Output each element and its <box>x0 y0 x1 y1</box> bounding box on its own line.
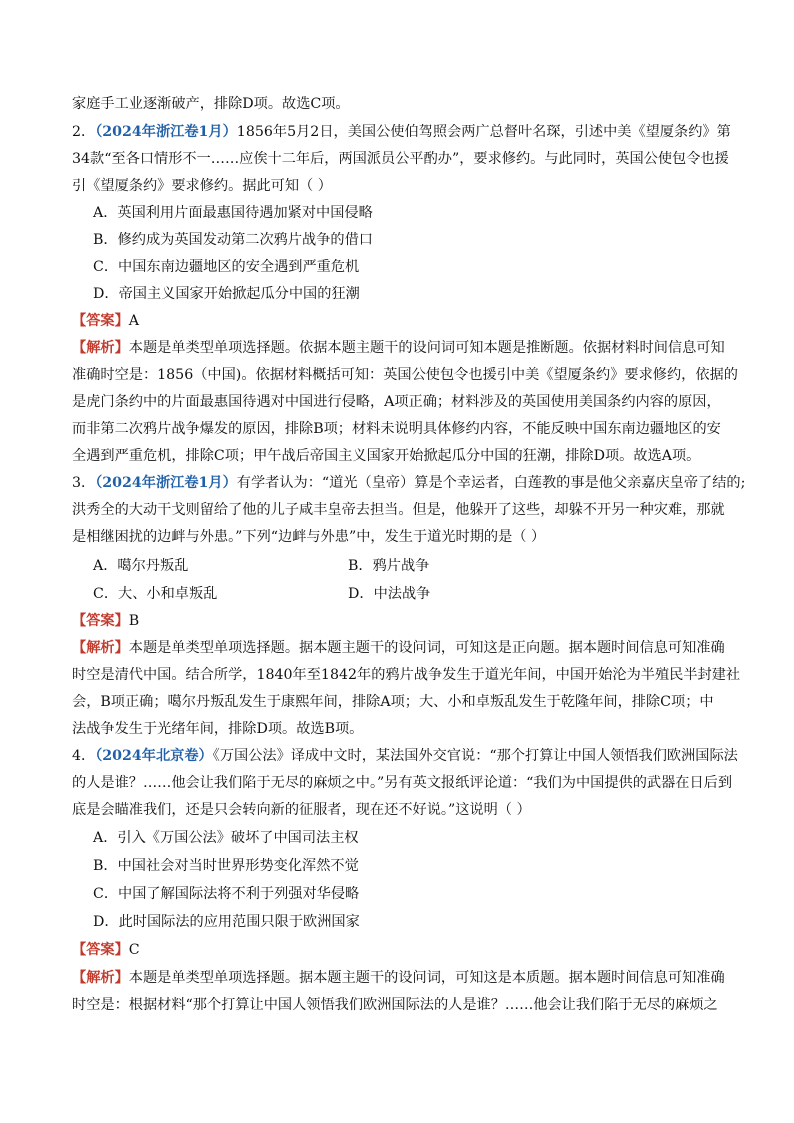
q3-stem-line-1 <box>72 473 745 493</box>
q3-analysis-tag: 【解析】 <box>72 640 129 656</box>
q2-analysis-line-2: 准确时空是：1856（中国)。依据材料概括可知：英国公使包令也援引中美《望厦条约》要求修约，依据的 <box>72 367 738 383</box>
q3-answer-tag: 【答案】 <box>72 613 129 629</box>
q3-stem-line-3: 是相继困扰的边衅与外患。”下列“边衅与外患”中，发生于道光时期的是（ ） <box>72 529 546 545</box>
q3-source: （2024年浙江卷1月） <box>95 475 237 491</box>
q2-stem-line-3: 引《望厦条约》要求修约。据此可知（ ） <box>72 178 332 194</box>
q2-option-d[interactable]: D．帝国主义国家开始掀起瓜分中国的狂潮 <box>93 286 360 302</box>
q4-option-c[interactable]: C．中国了解国际法将不利于列强对华侵略 <box>93 886 360 902</box>
q2-analysis-tag: 【解析】 <box>72 340 129 356</box>
q4-analysis-line-2: 时空是：根据材料“那个打算让中国人领悟我们欧洲国际法的人是谁？……他会让我们陷于无尽的麻烦之 <box>72 997 718 1013</box>
q4-analysis-line-1 <box>72 968 725 988</box>
q2-answer <box>72 311 139 331</box>
q3-answer-value: B <box>128 613 140 629</box>
q3-option-a[interactable]: A．噶尔丹叛乱 <box>93 558 189 574</box>
q4-analysis-text-1: 本题是单类型单项选择题。据本题主题干的设问词，可知这是本质题。据本题时间信息可知准确 <box>128 970 725 986</box>
q2-option-a[interactable]: A．英国利用片面最惠国待遇加紧对中国侵略 <box>93 205 373 221</box>
q3-stem-line-2: 洪秀全的大动干戈则留给了他的儿子咸丰皇帝去担当。但是，他躲开了这些，却躲不开另一种灾难，那就 <box>72 502 725 518</box>
q2-stem-line-1 <box>72 122 731 142</box>
q3-option-c[interactable]: C．大、小和卓叛乱 <box>93 586 218 602</box>
q2-source: （2024年浙江卷1月） <box>95 124 237 140</box>
q2-analysis-text-1: 本题是单类型单项选择题。依据本题主题干的设问词可知本题是推断题。依据材料时间信息可知 <box>128 340 725 356</box>
q3-option-d[interactable]: D．中法战争 <box>348 586 431 602</box>
q3-stem-text-1: 有学者认为：“道光（皇帝）算是个幸运者，白莲教的事是他父亲嘉庆皇帝了结的; <box>236 475 746 491</box>
q4-stem-text-1: 《万国公法》译成中文时，某法国外交官说：“那个打算让中国人领悟我们欧洲国际法 <box>212 748 738 764</box>
q2-answer-value: A <box>128 313 140 329</box>
q4-answer-tag: 【答案】 <box>72 942 129 958</box>
q3-option-b[interactable]: B．鸦片战争 <box>348 558 430 574</box>
q2-answer-tag: 【答案】 <box>72 313 129 329</box>
q4-option-a[interactable]: A．引入《万国公法》破坏了中国司法主权 <box>93 830 359 846</box>
q4-option-d[interactable]: D．此时国际法的应用范围只限于欧洲国家 <box>93 914 360 930</box>
q3-analysis-line-4: 法战争发生于光绪年间，排除D项。故选B项。 <box>72 721 364 737</box>
q3-analysis-text-1: 本题是单类型单项选择题。据本题主题干的设问词，可知这是正向题。据本题时间信息可知准确 <box>128 640 725 656</box>
q1-tail <box>72 94 350 114</box>
q2-analysis-line-5: 全遇到严重危机，排除C项；甲午战后帝国主义国家开始掀起瓜分中国的狂潮，排除D项。故选A项。 <box>72 448 701 464</box>
q4-answer <box>72 940 140 960</box>
q2-stem-line-2: 34款“至各口情形不一……应俟十二年后，两国派员公平酌办”，要求修约。与此同时，英国公使包令也援 <box>72 151 729 167</box>
q2-number: 2． <box>72 124 96 140</box>
q4-source: （2024年北京卷） <box>95 748 213 764</box>
q4-option-b[interactable]: B．中国社会对当时世界形势变化浑然不觉 <box>93 858 359 874</box>
q3-analysis-line-1 <box>72 638 725 658</box>
q2-analysis-line-4: 而非第二次鸦片战争爆发的原因，排除B项；材料未说明具体修约内容，不能反映中国东南边疆地区的安 <box>72 421 721 437</box>
q4-answer-value: C <box>128 942 140 958</box>
q2-option-b[interactable]: B．修约成为英国发动第二次鸦片战争的借口 <box>93 232 373 248</box>
q3-answer <box>72 611 139 631</box>
q4-analysis-tag: 【解析】 <box>72 970 129 986</box>
q3-analysis-line-3: 会，B项正确；噶尔丹叛乱发生于康熙年间，排除A项；大、小和卓叛乱发生于乾隆年间，排除C项；中 <box>72 694 714 710</box>
q4-number: 4． <box>72 748 96 764</box>
q3-analysis-line-2: 时空是清代中国。结合所学，1840年至1842年的鸦片战争发生于道光年间，中国开始沦为半殖民半封建社 <box>72 667 741 683</box>
q2-analysis-line-3: 是虎门条约中的片面最惠国待遇对中国进行侵略，A项正确；材料涉及的英国使用美国条约内容的原因， <box>72 394 721 410</box>
q2-analysis-line-1 <box>72 338 725 358</box>
q3-number: 3． <box>72 475 96 491</box>
q4-stem-line-3: 底是会瞄准我们，还是只会转向新的征服者，现在还不好说。”这说明（ ） <box>72 802 531 818</box>
q1-tail-text: 家庭手工业逐渐破产，排除D项。故选C项。 <box>72 96 350 112</box>
q4-stem-line-1 <box>72 746 738 766</box>
q4-stem-line-2: 的人是谁？……他会让我们陷于无尽的麻烦之中。”另有英文报纸评论道：“我们为中国提供的武器在日后到 <box>72 775 733 791</box>
q2-option-c[interactable]: C．中国东南边疆地区的安全遇到严重危机 <box>93 259 360 275</box>
q2-stem-text-1: 1856年5月2日，美国公使伯驾照会两广总督叶名琛，引述中美《望厦条约》第 <box>236 124 731 140</box>
